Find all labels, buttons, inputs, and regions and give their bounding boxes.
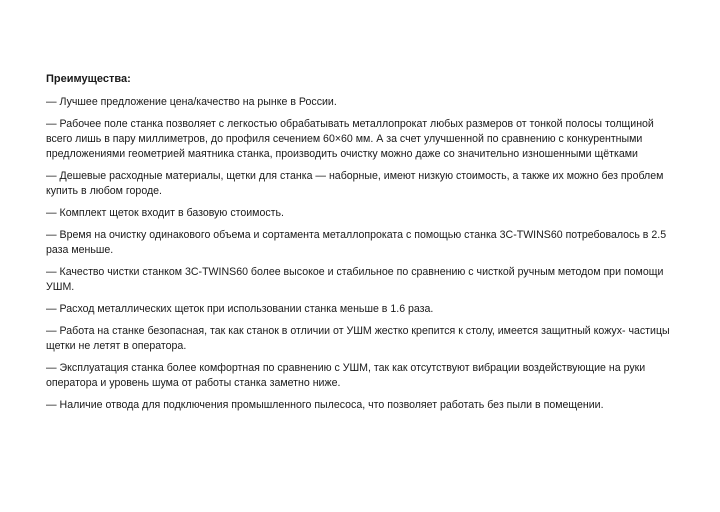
list-item: — Время на очистку одинакового объема и сортамента металлопроката с помощью станка 3C-TWINS60 потребовалось в 2.5 раза меньше. <box>46 229 667 256</box>
document-body <box>46 72 676 420</box>
list-item: — Качество чистки станком 3C-TWINS60 более высокое и стабильное по сравнению с чисткой ручным методом при помощи УШМ. <box>46 266 664 293</box>
list-item: — Расход металлических щеток при использовании станка меньше в 1.6 раза. <box>46 303 434 315</box>
list-item: — Работа на станке безопасная, так как станок в отличии от УШМ жестко крепится к столу, имеется защитный кожух- частицы щетки не летят в оператора. <box>46 325 670 352</box>
list-item: — Эксплуатация станка более комфортная по сравнению с УШМ, так как отсутствуют вибрации воздействующие на руки оператора и уровень шума от работы станка заметно ниже. <box>46 362 646 389</box>
list-item: — Наличие отвода для подключения промышленного пылесоса, что позволяет работать без пыли в помещении. <box>46 399 604 411</box>
list-item: — Комплект щеток входит в базовую стоимость. <box>46 207 284 219</box>
section-heading: Преимущества: <box>46 73 131 85</box>
list-item: — Дешевые расходные материалы, щетки для станка — наборные, имеют низкую стоимость, а также их можно без проблем купить в любом городе. <box>46 170 664 197</box>
list-item: — Лучшее предложение цена/качество на рынке в России. <box>46 96 337 108</box>
list-item: — Рабочее поле станка позволяет с легкостью обрабатывать металлопрокат любых размеров от тонкой полосы толщиной всего лишь в пару миллиметров, до профиля сечением 60×60 мм. А за счет улучшенной по сравнению с конкурентными предложениями геометрией маятника станка, производить очистку можно даже со значительно изношенными щётками <box>46 118 654 160</box>
advantages-list <box>46 95 676 413</box>
